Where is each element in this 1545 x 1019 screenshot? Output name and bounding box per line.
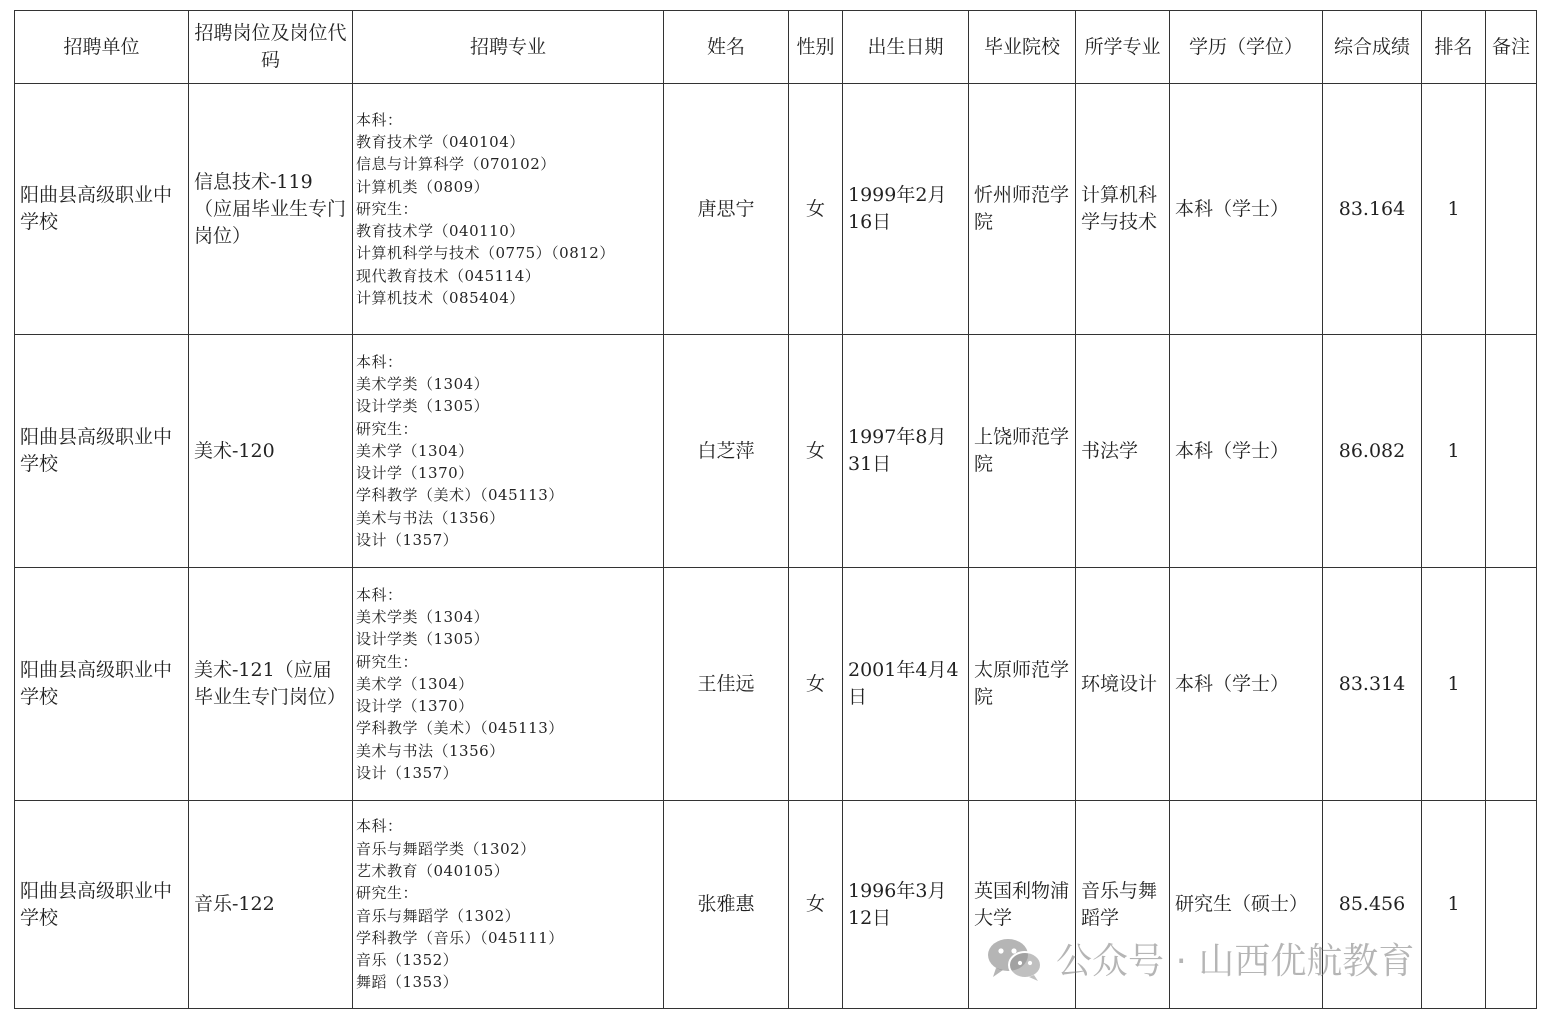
- unit-cell: 阳曲县高级职业中学校: [15, 568, 189, 801]
- header-unit: 招聘单位: [15, 11, 189, 84]
- score-cell: 83.314: [1323, 568, 1422, 801]
- table-row: [15, 568, 1537, 801]
- rank-cell: 1: [1422, 335, 1486, 568]
- major-line: 本科：: [356, 352, 403, 371]
- studied-cell: 计算机科学与技术: [1076, 84, 1170, 335]
- major-line: 现代教育技术（045114）: [356, 266, 541, 285]
- header-position: 招聘岗位及岗位代码: [189, 11, 353, 84]
- major-line: 音乐与舞蹈学类（1302）: [356, 839, 536, 858]
- school-cell: 太原师范学院: [969, 568, 1076, 801]
- major-line: 研究生：: [356, 419, 419, 438]
- birth-cell: 1996年3月12日: [843, 801, 969, 1009]
- rank-cell: 1: [1422, 84, 1486, 335]
- position-cell: 美术-121（应届毕业生专门岗位）: [189, 568, 353, 801]
- major-line: 设计学类（1305）: [356, 630, 490, 649]
- position-cell: 信息技术-119（应届毕业生专门岗位）: [189, 84, 353, 335]
- gender-cell: 女: [789, 335, 843, 568]
- wechat-icon: [984, 934, 1046, 982]
- position-cell: 美术-120: [189, 335, 353, 568]
- unit-cell: 阳曲县高级职业中学校: [15, 84, 189, 335]
- major-line: 研究生：: [356, 884, 419, 903]
- name-cell: 张雅惠: [664, 801, 789, 1009]
- major-line: 本科：: [356, 817, 403, 836]
- header-note: 备注: [1486, 11, 1537, 84]
- major-line: 设计（1357）: [356, 531, 459, 550]
- major-line: 设计学（1370）: [356, 697, 474, 716]
- header-rank: 排名: [1422, 11, 1486, 84]
- school-cell: 上饶师范学院: [969, 335, 1076, 568]
- note-cell: [1486, 801, 1537, 1009]
- major-line: 设计（1357）: [356, 764, 459, 783]
- header-name: 姓名: [664, 11, 789, 84]
- rank-cell: 1: [1422, 801, 1486, 1009]
- major-line: 学科教学（美术）（045113）: [356, 486, 564, 505]
- major-line: 计算机技术（085404）: [356, 289, 525, 308]
- major-line: 设计学类（1305）: [356, 397, 490, 416]
- header-major: 招聘专业: [353, 11, 664, 84]
- studied-cell: 书法学: [1076, 335, 1170, 568]
- degree-cell: 研究生（硕士）: [1170, 801, 1323, 1009]
- major-line: 艺术教育（040105）: [356, 861, 510, 880]
- unit-cell: 阳曲县高级职业中学校: [15, 801, 189, 1009]
- unit-cell: 阳曲县高级职业中学校: [15, 335, 189, 568]
- studied-cell: 音乐与舞蹈学: [1076, 801, 1170, 1009]
- major-line: 计算机类（0809）: [356, 177, 490, 196]
- header-school: 毕业院校: [969, 11, 1076, 84]
- score-cell: 83.164: [1323, 84, 1422, 335]
- major-line: 本科：: [356, 585, 403, 604]
- major-line: 学科教学（美术）（045113）: [356, 719, 564, 738]
- gender-cell: 女: [789, 568, 843, 801]
- major-line: 美术学类（1304）: [356, 374, 490, 393]
- name-cell: 王佳远: [664, 568, 789, 801]
- major-line: 计算机科学与技术（0775）（0812）: [356, 244, 615, 263]
- major-line: 研究生：: [356, 199, 419, 218]
- degree-cell: 本科（学士）: [1170, 335, 1323, 568]
- note-cell: [1486, 568, 1537, 801]
- name-cell: 白芝萍: [664, 335, 789, 568]
- major-line: 音乐（1352）: [356, 951, 459, 970]
- score-cell: 85.456: [1323, 801, 1422, 1009]
- table-row: [15, 335, 1537, 568]
- major-line: 美术与书法（1356）: [356, 741, 505, 760]
- studied-cell: 环境设计: [1076, 568, 1170, 801]
- major-cell: [353, 84, 664, 335]
- header-degree: 学历（学位）: [1170, 11, 1323, 84]
- header-row: [15, 11, 1537, 84]
- major-cell: [353, 801, 664, 1009]
- major-line: 美术学（1304）: [356, 441, 474, 460]
- major-line: 舞蹈（1353）: [356, 973, 459, 992]
- birth-cell: 2001年4月4日: [843, 568, 969, 801]
- header-gender: 性别: [789, 11, 843, 84]
- major-line: 教育技术学（040110）: [356, 222, 525, 241]
- watermark-text: 公众号 · 山西优航教育: [1056, 940, 1415, 982]
- watermark: [984, 930, 1414, 986]
- recruitment-results-table: [14, 10, 1537, 1009]
- note-cell: [1486, 84, 1537, 335]
- rank-cell: 1: [1422, 568, 1486, 801]
- school-cell: 忻州师范学院: [969, 84, 1076, 335]
- major-line: 美术学类（1304）: [356, 607, 490, 626]
- degree-cell: 本科（学士）: [1170, 84, 1323, 335]
- major-line: 设计学（1370）: [356, 464, 474, 483]
- major-line: 学科教学（音乐）（045111）: [356, 928, 564, 947]
- header-score: 综合成绩: [1323, 11, 1422, 84]
- birth-cell: 1999年2月16日: [843, 84, 969, 335]
- birth-cell: 1997年8月31日: [843, 335, 969, 568]
- gender-cell: 女: [789, 84, 843, 335]
- major-cell: [353, 335, 664, 568]
- header-birth: 出生日期: [843, 11, 969, 84]
- school-cell: 英国利物浦大学: [969, 801, 1076, 1009]
- table-row: [15, 84, 1537, 335]
- major-line: 信息与计算科学（070102）: [356, 155, 556, 174]
- name-cell: 唐思宁: [664, 84, 789, 335]
- header-studied: 所学专业: [1076, 11, 1170, 84]
- major-cell: [353, 568, 664, 801]
- position-cell: 音乐-122: [189, 801, 353, 1009]
- degree-cell: 本科（学士）: [1170, 568, 1323, 801]
- major-line: 音乐与舞蹈学（1302）: [356, 906, 521, 925]
- gender-cell: 女: [789, 801, 843, 1009]
- major-line: 美术与书法（1356）: [356, 508, 505, 527]
- major-line: 美术学（1304）: [356, 674, 474, 693]
- major-line: 本科：: [356, 110, 403, 129]
- major-line: 教育技术学（040104）: [356, 132, 525, 151]
- score-cell: 86.082: [1323, 335, 1422, 568]
- major-line: 研究生：: [356, 652, 419, 671]
- note-cell: [1486, 335, 1537, 568]
